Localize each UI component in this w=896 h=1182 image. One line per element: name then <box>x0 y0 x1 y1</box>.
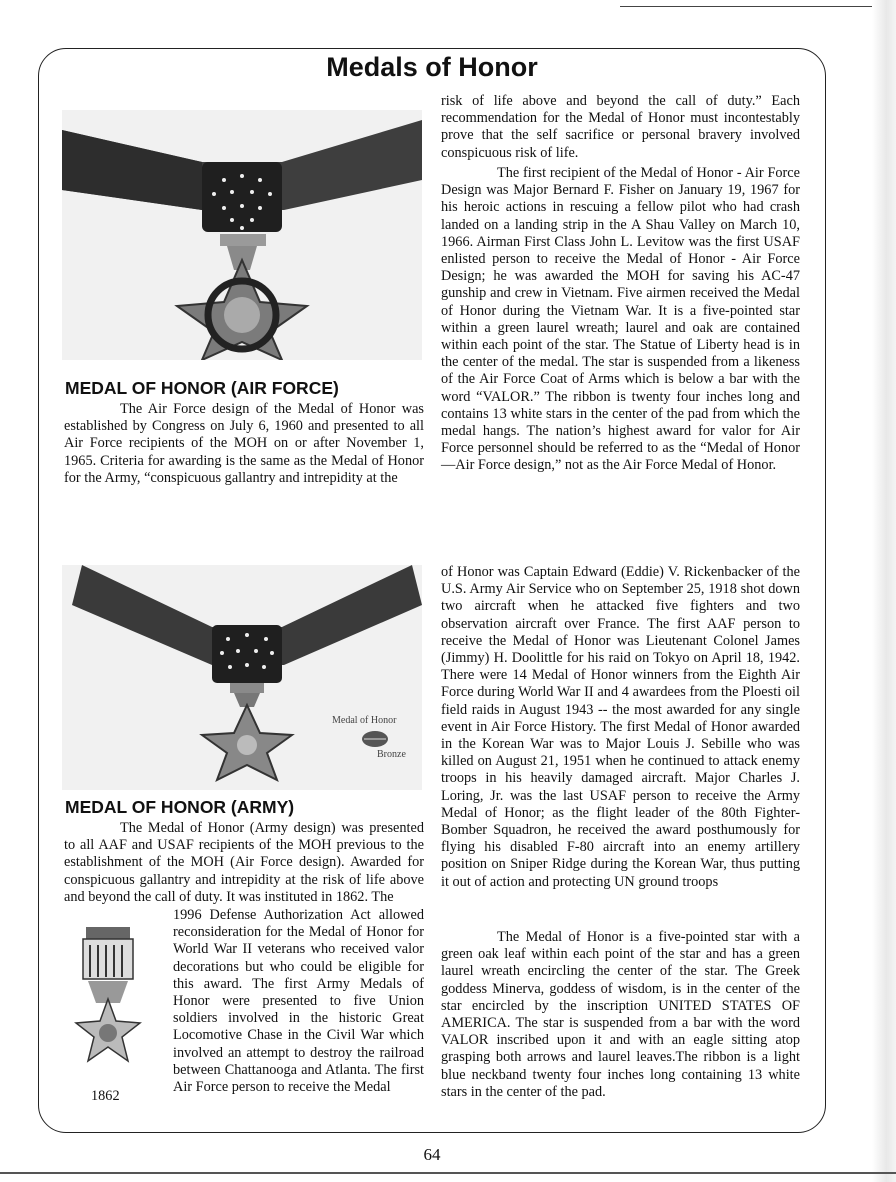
air-force-right-para1: risk of life above and beyond the call of duty.” Each recommendation for the Medal of Honor must incontestably prove that the self sacrifice or personal bravery involved conspicuous risk of life. <box>441 93 800 161</box>
medal-1862-caption: 1862 <box>91 1088 120 1104</box>
bottom-rule <box>0 1172 896 1174</box>
top-rule <box>620 0 896 7</box>
air-force-medal-photo <box>62 110 422 360</box>
oak-leaf-icon <box>360 728 390 750</box>
air-force-left-text: The Air Force design of the Medal of Honor was established by Congress on July 6, 1960 and presented to all Air Force recipients of the MOH on or after November 1, 1965. Criteria for awarding is the same as the Medal of Honor for the Army, “conspicuous gallantry and intrepidity at the <box>64 401 424 486</box>
army-left-para1: The Medal of Honor (Army design) was presented to all AAF and USAF recipients of the MOH previous to the establishment of the MOH (Air Force design). Awarded for conspicuous gallantry and intrepidity at the risk of life above and beyond the call of duty. It was instituted in 1862. The <box>64 820 424 905</box>
page-number: 64 <box>423 1145 441 1164</box>
army-heading: MEDAL OF HONOR (ARMY) <box>65 797 295 817</box>
page-title: Medals of Honor <box>326 52 538 82</box>
army-left-para1-cont: 1996 Defense Authorization Act allowed reconsideration for the Medal of Honor for World War II veterans who received valor decorations but who could be eligible for this award. The first Army Medals of Honor were presented to five Union soldiers involved in the historic Great Locomotive Chase in the Civil War which involved an attempt to destroy the railroad between Chattanooga and Atlanta. The first Air Force person to receive the Medal <box>173 907 424 1096</box>
page-edge-shadow <box>872 0 896 1182</box>
army-medal-photo <box>62 565 422 790</box>
medal-1862-illustration <box>68 925 148 1080</box>
air-force-heading: MEDAL OF HONOR (AIR FORCE) <box>65 378 339 398</box>
army-right-para1: of Honor was Captain Edward (Eddie) V. Rickenbacker of the U.S. Army Air Service who on September 25, 1918 shot down two aircraft when he attacked five fighters and two observation aircraft over France. The first AAF person to receive the Medal of Honor was Lieutenant Colonel James (Jimmy) H. Doolittle for his raid on Tokyo on April 18, 1942. There were 14 Medal of Honor winners from the Eighth Air Force during World War II and 4 awardees from the Ploesti oil field raids in August 1943 -- the most awarded for any single event in Air Force History. The first Medal of Honor awarded in the Korean War was to Major Louis J. Sebille who was killed on August 21, 1951 when he continued to attack enemy troops in his heavily damaged aircraft. Major Charles J. Loring, Jr. was the last USAF person to receive the Army Medal of Honor; as the flight leader of the 80th Fighter-Bomber Squadron, he received the award posthumously for flying his disabled F-80 aircraft into an enemy artillery position on Sniper Ridge during the Korean War, thus putting it out of action and protecting UN ground troops <box>441 564 800 890</box>
medal-of-honor-label: Medal of Honor <box>332 715 397 726</box>
air-force-right-para2: The first recipient of the Medal of Honor - Air Force Design was Major Bernard F. Fisher on January 19, 1967 for his heroic actions in rescuing a fellow pilot who had crash landed on a landing strip in the A Shau Valley on March 10, 1966. Airman First Class John L. Levitow was the first USAF enlisted person to receive the Medal of Honor - Air Force Design; he was awarded the MOH for saving his AC-47 gunship and crew in Vietnam. Five airmen received the Medal of Honor during the Vietnam War. It is a five-pointed star within a green laurel wreath; laurel and oak are contained within each point of the star. The Statue of Liberty head is in the center of the medal. The star is suspended from a likeness of the Air Force Coat of Arms which is below a bar with the word “VALOR.” The ribbon is twenty four inches long and contains 13 white stars in the center of the pad from which the medal hangs. The nation’s highest award for valor for Air Force personnel should be referred to as the “Medal of Honor —Air Force design,” not as the Air Force Medal of Honor. <box>441 165 800 474</box>
bronze-label: Bronze <box>377 749 406 760</box>
army-right-para2: The Medal of Honor is a five-pointed star with a green oak leaf within each point of the star and has a green laurel wreath encircling the center of the star. The Greek goddess Minerva, goddess of wisdom, is in the center of the star encircled by the inscription UNITED STATES OF AMERICA. The star is suspended from a bar with the word VALOR inscribed upon it and with an eagle sitting atop grasping both arrows and laurel leaves.The ribbon is a light blue neckband twenty four inches long containing 13 white stars in the center of the pad. <box>441 929 800 1100</box>
